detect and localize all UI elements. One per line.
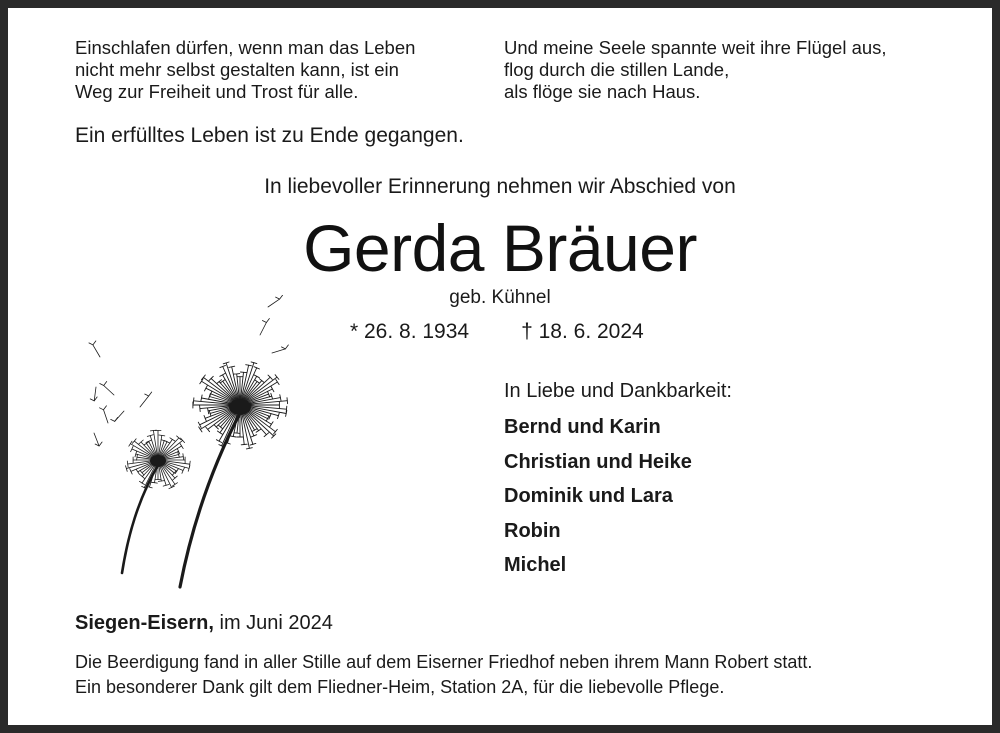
flying-seed-tuft (100, 382, 107, 386)
flying-seed-tuft (90, 397, 97, 401)
notice-line: Ein besonderer Dank gilt dem Fliedner-Heim, Station 2A, für die liebevolle Pflege. (75, 677, 725, 697)
seed-tuft (137, 454, 138, 460)
flying-seed (93, 345, 100, 357)
flying-seed-tuft (281, 345, 288, 349)
deceased-name: Gerda Bräuer (303, 211, 697, 285)
mourner-name: Michel (504, 554, 567, 576)
seed-tuft (159, 435, 165, 436)
seed-tuft (246, 448, 252, 449)
seed-tuft (280, 395, 281, 401)
flying-seed (104, 386, 114, 396)
dandelion-core-large (229, 399, 251, 415)
flying-seed (268, 299, 280, 307)
poem-right-line: flog durch die stillen Lande, (504, 59, 730, 80)
seed-tuft (208, 408, 209, 414)
seed-tuft (287, 398, 288, 404)
poem-left (75, 37, 415, 103)
seed-tuft (127, 461, 128, 467)
flying-seed (272, 349, 285, 353)
seed-tuft (152, 482, 158, 483)
mourner-name: Christian und Heike (504, 450, 692, 473)
place: Siegen-Eisern, (75, 612, 214, 634)
seed-tuft (252, 429, 257, 432)
date: im Juni 2024 (219, 612, 333, 634)
seed-tuft (241, 444, 247, 445)
flying-seed-tuft (276, 295, 283, 299)
seed-tuft (255, 380, 260, 383)
farewell-intro: In liebevoller Erinnerung nehmen wir Abschied von (264, 175, 736, 198)
poem-right-line: Und meine Seele spannte weit ihre Flügel aus, (504, 37, 887, 58)
mourner-name: Robin (504, 519, 561, 542)
seed-tuft (201, 395, 202, 401)
seed-tuft (241, 372, 247, 373)
seed-tuft (256, 429, 261, 432)
seed-tuft (158, 481, 164, 482)
dandelion-stem-small (122, 465, 158, 573)
seed-tuft (173, 483, 178, 486)
flying-seed (140, 396, 149, 407)
seed-tuft (234, 433, 240, 434)
seed-tuft (136, 469, 139, 474)
dandelion-stem-large (180, 413, 240, 587)
seed-tuft (206, 427, 210, 432)
mourners-heading: In Liebe und Dankbarkeit: (504, 380, 732, 402)
mourner-name: Bernd und Karin (504, 416, 661, 438)
birth-name: geb. Kühnel (449, 287, 551, 308)
seed-tuft (229, 366, 235, 367)
seed-tuft (274, 429, 278, 434)
funeral-notice (75, 650, 812, 700)
seed-tuft (270, 422, 273, 427)
seed-tuft (129, 441, 132, 446)
seed-tuft (220, 373, 225, 376)
seed-tuft (234, 374, 240, 375)
seed-tuft (139, 481, 144, 484)
seed-tuft (286, 411, 287, 417)
dandelion-illustration (80, 295, 320, 595)
poem-left-line: Weg zur Freiheit und Trost für alle. (75, 81, 359, 102)
seed-tuft (276, 380, 279, 385)
flying-seeds (89, 295, 289, 446)
seed-tuft (230, 436, 236, 437)
flying-seed-tuft (100, 406, 107, 410)
seed-tuft (170, 438, 175, 441)
seed-tuft (275, 375, 279, 380)
mourner-name: Dominik und Lara (504, 485, 673, 507)
life-dates (350, 320, 644, 344)
flying-seed (260, 323, 266, 336)
poem-left-line: nicht mehr selbst gestalten kann, ist ein (75, 59, 399, 80)
seed-tuft (200, 406, 201, 412)
full-life-statement: Ein erfülltes Leben ist zu Ende gegangen. (75, 124, 464, 147)
dandelion-core-small (150, 455, 166, 467)
mourners-block (504, 380, 732, 583)
notice-line: Die Beerdigung fand in aller Stille auf dem Eiserner Friedhof neben ihrem Mann Robert statt. (75, 652, 813, 672)
flying-seed-tuft (111, 417, 118, 421)
seed-tuft (164, 441, 170, 444)
poem-left-line: Einschlafen dürfen, wenn man das Leben (75, 37, 416, 58)
birth-date: * 26. 8. 1934 (350, 320, 470, 343)
flying-seed-tuft (145, 392, 152, 396)
flying-seed-tuft (89, 341, 96, 345)
seed-tuft (180, 444, 183, 449)
seed-tuft (217, 431, 222, 434)
place-and-date (75, 612, 333, 635)
flying-seed (104, 410, 109, 423)
poem-right (504, 37, 887, 103)
seed-tuft (193, 398, 194, 404)
seed-tuft (246, 365, 252, 366)
death-date: † 18. 6. 2024 (521, 320, 644, 343)
poem-right-line: als flöge sie nach Haus. (504, 81, 701, 102)
flying-seed-tuft (262, 319, 269, 323)
seed-tuft (183, 454, 184, 460)
